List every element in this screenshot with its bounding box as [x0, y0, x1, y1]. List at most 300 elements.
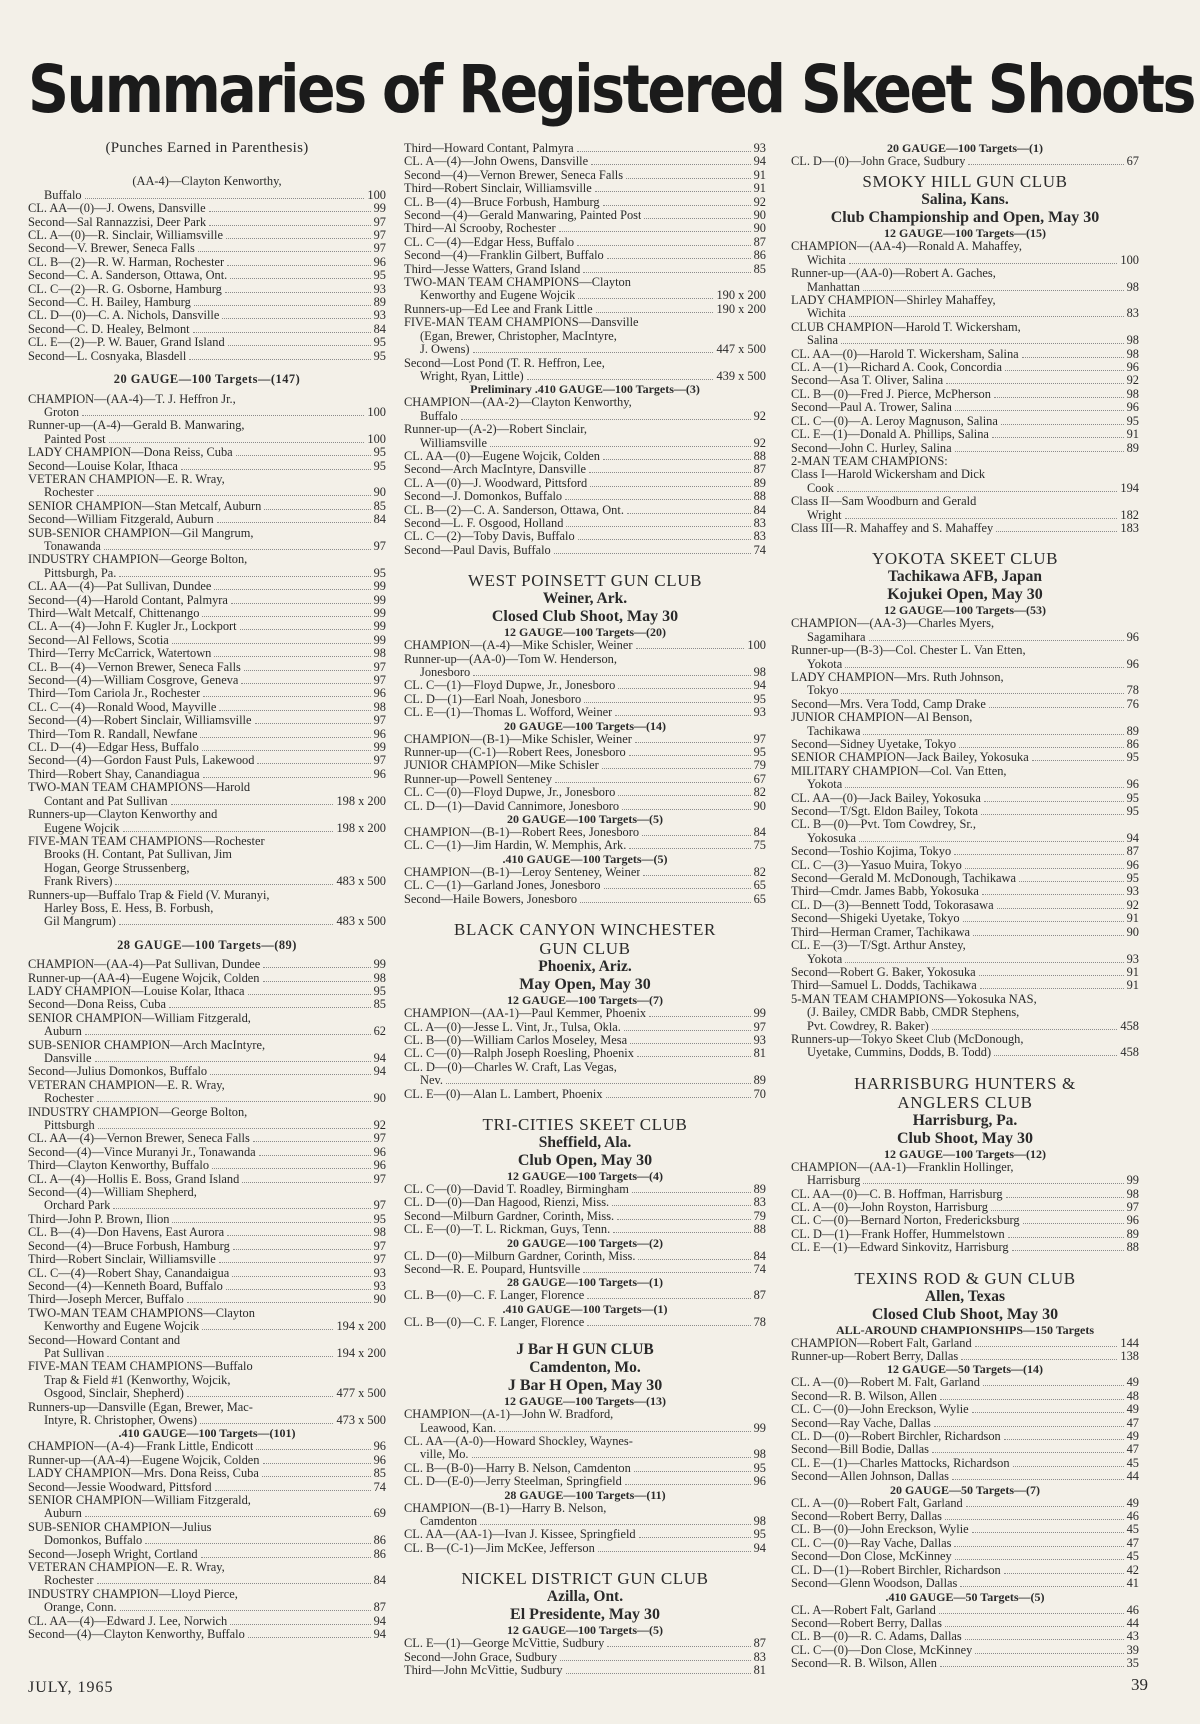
result-score: 35	[1126, 1657, 1139, 1671]
result-score: 88	[1126, 1241, 1139, 1255]
result-row	[404, 1088, 766, 1101]
dot-leader	[226, 1289, 371, 1290]
dot-leader	[262, 1476, 371, 1477]
dot-leader	[181, 469, 371, 470]
result-row	[404, 1637, 766, 1650]
result-row	[791, 361, 1139, 374]
result-label: CL. D—(0)—John Grace, Sudbury	[791, 155, 966, 168]
result-score: 87	[753, 235, 766, 249]
result-score: 78	[753, 1315, 766, 1329]
result-label: CL. C—(0)—Don Close, McKinney	[791, 1643, 973, 1657]
dot-leader	[591, 164, 750, 165]
result-score: 95	[373, 349, 386, 363]
club-name: NICKEL DISTRICT GUN CLUB	[461, 1569, 709, 1589]
result-row	[791, 1214, 1139, 1227]
result-label: CHAMPION—Robert Falt, Garland	[791, 1336, 972, 1350]
dot-leader	[85, 198, 365, 199]
result-label: Second—J. Domonkos, Buffalo	[404, 490, 563, 504]
dot-leader	[559, 231, 751, 232]
result-label: Pittsburgh, Pa.	[44, 566, 117, 580]
result-score: 86	[753, 249, 766, 263]
result-label: CHAMPION—(B-1)—Leroy Senteney, Weiner	[404, 865, 641, 879]
result-score: 99	[373, 633, 386, 647]
result-label: CL. C—(0)—Ralph Joseph Roesling, Phoenix	[404, 1047, 634, 1061]
result-label: Dansville	[44, 1052, 92, 1065]
result-label: CL. C—(2)—R. G. Osborne, Hamburg	[28, 282, 222, 296]
result-label: Second—(4)—Robert Sinclair, Williamsville	[28, 714, 252, 728]
result-label: JUNIOR CHAMPION—Mike Schisler	[404, 759, 599, 773]
dot-leader	[231, 603, 371, 604]
entry-text: SUB-SENIOR CHAMPION—Gil Mangrum,	[28, 525, 254, 540]
dot-leader	[994, 1055, 1117, 1056]
result-score: 95	[1126, 751, 1139, 765]
entry-text: CL. D—(0)—Charles W. Craft, Las Vegas,	[404, 1059, 617, 1074]
result-row	[28, 972, 386, 985]
result-score: 98	[373, 647, 386, 661]
result-score: 97	[373, 660, 386, 674]
entry-text: Runners-up—Clayton Kenworthy and	[28, 807, 218, 822]
result-row	[404, 142, 766, 155]
entry-text: (Egan, Brewer, Christopher, MacIntyre,	[420, 328, 617, 343]
result-label: Second—(4)—Harold Contant, Palmyra	[28, 593, 228, 607]
dot-leader	[236, 455, 371, 456]
entry-text: INDUSTRY CHAMPION—George Bolton,	[28, 1104, 248, 1119]
result-score: 483 x 500	[336, 915, 386, 929]
gauge-heading: .410 GAUGE—50 Targets—(5)	[885, 1589, 1045, 1604]
result-label: CL. A—(0)—Robert Falt, Garland	[791, 1496, 963, 1510]
result-label: CHAMPION—(AA-1)—Paul Kemmer, Phoenix	[404, 1007, 647, 1021]
result-score: 96	[373, 1145, 386, 1159]
result-row	[28, 216, 386, 229]
dot-leader	[996, 531, 1117, 532]
result-row	[28, 513, 386, 526]
result-label: CL. B—(0)—William Carlos Moseley, Mesa	[404, 1033, 628, 1047]
result-label: Second—Don Close, McKinney	[791, 1550, 952, 1564]
entry-text: 2-MAN TEAM CHAMPIONS:	[791, 453, 948, 468]
dot-leader	[934, 1426, 1124, 1427]
result-label: Second—(4)—Vernon Brewer, Seneca Falls	[404, 168, 624, 182]
result-score: 91	[1126, 979, 1139, 993]
result-row	[28, 580, 386, 593]
dot-leader	[612, 1205, 750, 1206]
dot-leader	[1004, 1439, 1124, 1440]
dot-leader	[932, 1452, 1124, 1453]
result-score: 190 x 200	[716, 302, 766, 316]
result-label: CL. AA—(4)—Vernon Brewer, Seneca Falls	[28, 1132, 250, 1146]
result-row	[404, 1289, 766, 1302]
result-label: Orchard Park	[44, 1199, 111, 1213]
dot-leader	[980, 988, 1124, 989]
result-row	[28, 1414, 386, 1427]
club-name: YOKOTA SKEET CLUB	[871, 549, 1059, 569]
result-score: 96	[373, 255, 386, 269]
result-score: 483 x 500	[336, 875, 386, 889]
result-score: 93	[373, 309, 386, 323]
result-score: 90	[373, 1092, 386, 1106]
dot-leader	[939, 1613, 1124, 1614]
entry-text: FIVE-MAN TEAM CHAMPIONS—Rochester	[28, 833, 265, 848]
result-score: 84	[753, 503, 766, 517]
result-row	[791, 1241, 1139, 1254]
dot-leader	[637, 1056, 751, 1057]
dot-leader	[604, 888, 751, 889]
dot-leader	[837, 491, 1118, 492]
result-label: Second—Paul Davis, Buffalo	[404, 543, 551, 557]
result-row	[28, 674, 386, 687]
entry-text: Class I—Harold Wickersham and Dick	[791, 467, 986, 482]
result-score: 93	[753, 1033, 766, 1047]
dot-leader	[1019, 881, 1124, 882]
result-score: 96	[373, 1159, 386, 1173]
result-score: 98	[753, 1448, 766, 1462]
result-row	[28, 634, 386, 647]
result-row	[28, 714, 386, 727]
result-label: Yokota	[807, 952, 843, 966]
result-label: CL. A—(0)—R. Sinclair, Williamsville	[28, 229, 223, 243]
entry-text: MILITARY CHAMPION—Col. Van Etten,	[791, 763, 1007, 778]
dot-leader	[615, 715, 750, 716]
result-label: Gil Mangrum)	[44, 915, 116, 929]
result-row	[404, 410, 766, 423]
result-row	[404, 196, 766, 209]
entry-text: CHAMPION—(A-1)—John W. Bradford,	[404, 1407, 614, 1422]
club-name: BLACK CANYON WINCHESTER	[454, 920, 716, 940]
result-row	[28, 296, 386, 309]
result-label: Second—William Fitzgerald, Auburn	[28, 513, 214, 527]
gauge-heading: 28 GAUGE—100 Targets—(1)	[507, 1275, 663, 1290]
entry-text: Trap & Field #1 (Kenworthy, Wojcik,	[44, 1372, 231, 1387]
result-score: 84	[753, 826, 766, 840]
result-score: 99	[373, 607, 386, 620]
result-score: 98	[373, 1226, 386, 1240]
result-row	[28, 242, 386, 255]
result-score: 90	[373, 1293, 386, 1307]
result-score: 93	[1126, 952, 1139, 966]
result-label: CL. D—(E-0)—Jerry Steelman, Springfield	[404, 1475, 622, 1489]
result-score: 439 x 500	[716, 369, 766, 383]
dot-leader	[577, 151, 751, 152]
result-label: Pittsburgh	[44, 1119, 95, 1133]
result-score: 99	[373, 202, 386, 216]
result-row	[28, 1267, 386, 1280]
result-score: 98	[753, 1515, 766, 1529]
entry-text: TWO-MAN TEAM CHAMPIONS—Harold	[28, 780, 251, 795]
dot-leader	[940, 1666, 1124, 1667]
result-row	[28, 189, 386, 202]
result-label: CL. C—(0)—John Ereckson, Wylie	[791, 1403, 969, 1417]
result-label: Second—(4)—Gordon Faust Puls, Lakewood	[28, 754, 255, 768]
dot-leader	[997, 908, 1124, 909]
result-score: 99	[373, 593, 386, 607]
result-label: CL. D—(1)—Frank Hoffer, Hummelstown	[791, 1227, 1005, 1241]
result-score: 95	[373, 336, 386, 350]
result-label: CL. A—(4)—John Owens, Dansville	[404, 155, 589, 169]
dot-leader	[626, 178, 751, 179]
result-score: 98	[373, 971, 386, 985]
dot-leader	[219, 710, 370, 711]
result-row	[791, 684, 1139, 697]
result-score: 44	[1126, 1616, 1139, 1630]
dot-leader	[589, 472, 751, 473]
result-score: 93	[753, 706, 766, 720]
dot-leader	[644, 218, 750, 219]
entry-text: CL. B—(0)—Pvt. Tom Cowdrey, Sr.,	[791, 817, 976, 832]
entry-text: Harley Boss, E. Hess, B. Forbush,	[44, 900, 214, 915]
dot-leader	[845, 518, 1118, 519]
dot-leader	[981, 814, 1124, 815]
result-row	[404, 1047, 766, 1060]
dot-leader	[201, 1557, 371, 1558]
result-row	[404, 155, 766, 168]
result-row	[791, 1020, 1139, 1033]
dot-leader	[952, 1479, 1124, 1480]
result-score: 138	[1120, 1350, 1139, 1363]
result-row	[791, 966, 1139, 979]
result-label: J. Owens)	[420, 343, 470, 357]
dot-leader	[849, 316, 1124, 317]
result-row	[791, 1497, 1139, 1510]
result-row	[28, 1548, 386, 1561]
result-label: CHAMPION—(B-1)—Mike Schisler, Weiner	[404, 732, 632, 746]
result-score: 49	[1126, 1376, 1139, 1390]
result-label: Third—Walt Metcalf, Chittenango	[28, 607, 200, 620]
result-label: Pat Sullivan	[44, 1346, 105, 1360]
result-row	[28, 728, 386, 741]
result-row	[791, 254, 1139, 267]
result-score: 182	[1120, 508, 1139, 522]
entry-text: SUB-SENIOR CHAMPION—Arch MacIntyre,	[28, 1037, 266, 1052]
result-label: Second—(4)—Bruce Forbush, Hamburg	[28, 1239, 230, 1253]
result-score: 98	[1126, 280, 1139, 294]
result-label: Nev.	[420, 1074, 443, 1088]
dot-leader	[625, 1484, 751, 1485]
gauge-heading: 20 GAUGE—100 Targets—(5)	[507, 812, 663, 827]
result-row	[791, 334, 1139, 347]
dot-leader	[945, 1626, 1124, 1627]
result-row	[28, 1347, 386, 1360]
dot-leader	[632, 1192, 751, 1193]
result-label: Cook	[807, 481, 834, 495]
result-score: 97	[373, 1199, 386, 1213]
dot-leader	[172, 643, 371, 644]
gauge-heading: Preliminary .410 GAUGE—100 Targets—(3)	[470, 382, 700, 397]
gauge-heading: 20 GAUGE—100 Targets—(1)	[887, 141, 1043, 155]
result-label: Osgood, Sinclair, Shepherd)	[44, 1387, 184, 1401]
dot-leader	[955, 1559, 1124, 1560]
result-label: Second—(4)—Clayton Kenworthy, Buffalo	[28, 1628, 245, 1642]
result-score: 92	[753, 195, 766, 209]
dot-leader	[145, 1543, 370, 1544]
result-label: Wright	[807, 508, 842, 522]
club-location: Salina, Kans.	[921, 191, 1009, 209]
dot-leader	[97, 1101, 371, 1102]
dot-leader	[225, 292, 371, 293]
dot-leader	[187, 1302, 371, 1303]
result-score: 94	[1126, 831, 1139, 845]
result-score: 87	[753, 1637, 766, 1651]
result-score: 90	[753, 222, 766, 236]
entry-text: 5-MAN TEAM CHAMPIONS—Yokosuka NAS,	[791, 991, 1037, 1006]
result-row	[404, 477, 766, 490]
dot-leader	[578, 298, 713, 299]
dot-leader	[248, 994, 371, 995]
dot-leader	[584, 702, 750, 703]
result-label: Second—Robert G. Baker, Yokosuka	[791, 965, 976, 979]
dot-leader	[845, 962, 1123, 963]
result-label: Kenworthy and Eugene Wojcik	[420, 289, 576, 303]
gauge-heading: .410 GAUGE—100 Targets—(101)	[118, 1426, 296, 1441]
dot-leader	[583, 272, 750, 273]
result-row	[791, 1657, 1139, 1670]
event-title: Club Championship and Open, May 30	[830, 209, 1100, 227]
result-row	[28, 1092, 386, 1105]
result-label: Third—Terry McCarrick, Watertown	[28, 647, 212, 661]
result-score: 88	[753, 1223, 766, 1237]
result-row	[28, 661, 386, 674]
gauge-heading: 12 GAUGE—100 Targets—(13)	[504, 1394, 666, 1409]
result-label: CL. B—(4)—Don Havens, East Aurora	[28, 1226, 225, 1240]
result-label: Third—Robert Shay, Canandiagua	[28, 767, 200, 781]
dot-leader	[955, 451, 1124, 452]
page-number: 39	[1131, 1675, 1148, 1694]
result-label: Second—Glenn Woodson, Dallas	[791, 1577, 958, 1591]
result-score: 94	[373, 1614, 386, 1628]
result-label: Wright, Ryan, Little)	[420, 369, 524, 383]
dot-leader	[975, 1346, 1118, 1347]
centered-line: (AA-4)—Clayton Kenworthy,	[132, 174, 282, 189]
result-row	[791, 1617, 1139, 1630]
result-label: ville, Mo.	[420, 1448, 469, 1462]
dot-leader	[198, 251, 371, 252]
result-row	[404, 679, 766, 692]
result-row	[28, 1534, 386, 1547]
result-score: 89	[753, 1074, 766, 1088]
result-label: Third—Clayton Kenworthy, Buffalo	[28, 1159, 210, 1173]
event-title: Closed Club Shoot, May 30	[491, 608, 679, 626]
result-label: CL. E—(0)—Alan L. Lambert, Phoenix	[404, 1087, 603, 1101]
dot-leader	[989, 707, 1124, 708]
event-title: El Presidente, May 30	[510, 1606, 660, 1624]
result-row	[791, 845, 1139, 858]
result-row	[28, 1146, 386, 1159]
event-title: Club Open, May 30	[517, 1151, 653, 1169]
result-row	[791, 1457, 1139, 1470]
dot-leader	[966, 1506, 1124, 1507]
dot-leader	[446, 1083, 751, 1084]
result-row	[791, 415, 1139, 428]
dot-leader	[104, 549, 371, 550]
result-label: CL. E—(1)—Thomas L. Wofford, Weiner	[404, 706, 613, 720]
result-label: CL. A—(0)—Jesse L. Vint, Jr., Tulsa, Okla.	[404, 1020, 621, 1034]
dot-leader	[863, 1183, 1123, 1184]
result-row	[404, 1196, 766, 1209]
result-label: Kenworthy and Eugene Wojcik	[44, 1320, 200, 1334]
result-row	[28, 202, 386, 215]
result-score: 99	[373, 580, 386, 594]
dot-leader	[618, 688, 750, 689]
result-score: 95	[373, 1212, 386, 1226]
result-label: Second—Robert Berry, Dallas	[791, 1510, 942, 1524]
result-row	[404, 666, 766, 679]
dot-leader	[187, 1396, 334, 1397]
result-label: Wichita	[807, 307, 846, 321]
result-label: LADY CHAMPION—Dona Reiss, Cuba	[28, 446, 233, 460]
result-score: 94	[753, 1541, 766, 1555]
entry-text: FIVE-MAN TEAM CHAMPIONS—Buffalo	[28, 1359, 253, 1374]
dot-leader	[627, 513, 751, 514]
result-row	[404, 1422, 766, 1435]
result-label: Yokosuka	[807, 831, 857, 845]
result-row	[28, 1119, 386, 1132]
result-label: SENIOR CHAMPION—Jack Bailey, Yokosuka	[791, 751, 1029, 765]
result-label: Second—T/Sgt. Eldon Bailey, Tokota	[791, 805, 979, 819]
result-score: 95	[1126, 872, 1139, 886]
dot-leader	[617, 1219, 750, 1220]
result-label: Second—Louise Kolar, Ithaca	[28, 459, 178, 473]
dot-leader	[233, 1249, 371, 1250]
dot-leader	[194, 305, 371, 306]
result-label: Second—R. E. Poupard, Huntsville	[404, 1262, 581, 1276]
result-label: Third—John P. Brown, Ilion	[28, 1212, 170, 1226]
result-score: 49	[1126, 1496, 1139, 1510]
result-label: Second—Allen Johnson, Dallas	[791, 1470, 949, 1484]
gauge-heading: .410 GAUGE—100 Targets—(5)	[502, 851, 668, 866]
result-row	[28, 406, 386, 419]
entry-text: Hogan, George Strussenberg,	[44, 860, 190, 875]
result-label: Third—Samuel L. Dodds, Tachikawa	[791, 979, 977, 993]
section-note: (Punches Earned in Parenthesis)	[105, 140, 309, 156]
result-row	[404, 1034, 766, 1047]
dot-leader	[248, 1637, 371, 1638]
result-row	[404, 800, 766, 813]
dot-leader	[630, 1043, 751, 1044]
result-score: 82	[753, 786, 766, 800]
result-row	[791, 872, 1139, 885]
result-row	[404, 759, 766, 772]
dot-leader	[622, 809, 751, 810]
result-label: CL. AA—(4)—Pat Sullivan, Dundee	[28, 580, 212, 594]
result-row	[404, 1316, 766, 1329]
result-score: 47	[1126, 1416, 1139, 1430]
result-label: CL. B—(0)—C. F. Langer, Florence	[404, 1315, 585, 1329]
result-score: 95	[1126, 805, 1139, 819]
result-score: 95	[373, 269, 386, 283]
result-row	[28, 985, 386, 998]
dot-leader	[123, 831, 334, 832]
result-score: 43	[1126, 1630, 1139, 1644]
result-score: 95	[753, 746, 766, 760]
dot-leader	[227, 1235, 370, 1236]
result-label: CL. AA—(0)—Eugene Wojcik, Colden	[404, 449, 600, 463]
dot-leader	[98, 1128, 371, 1129]
result-row	[791, 1550, 1139, 1563]
result-label: CL. B—(2)—R. W. Harman, Rochester	[28, 255, 225, 269]
result-row	[28, 1628, 386, 1641]
dot-leader	[241, 683, 370, 684]
result-score: 458	[1120, 1019, 1139, 1033]
result-label: CL. C—(4)—Robert Shay, Canandaigua	[28, 1266, 230, 1280]
result-label: Uyetake, Cummins, Dodds, B. Todd)	[807, 1046, 992, 1060]
result-score: 94	[753, 155, 766, 169]
club-name: TRI-CITIES SKEET CLUB	[482, 1114, 688, 1134]
entry-text: SENIOR CHAMPION—William Fitzgerald,	[28, 1010, 251, 1025]
result-label: CHAMPION—(B-1)—Robert Rees, Jonesboro	[404, 826, 640, 840]
event-title: Club Shoot, May 30	[896, 1129, 1034, 1147]
dot-leader	[202, 750, 371, 751]
dot-leader	[222, 318, 370, 319]
dot-leader	[607, 1646, 750, 1647]
result-label: CL. C—(1)—Jim Hardin, W. Memphis, Ark.	[404, 839, 627, 853]
